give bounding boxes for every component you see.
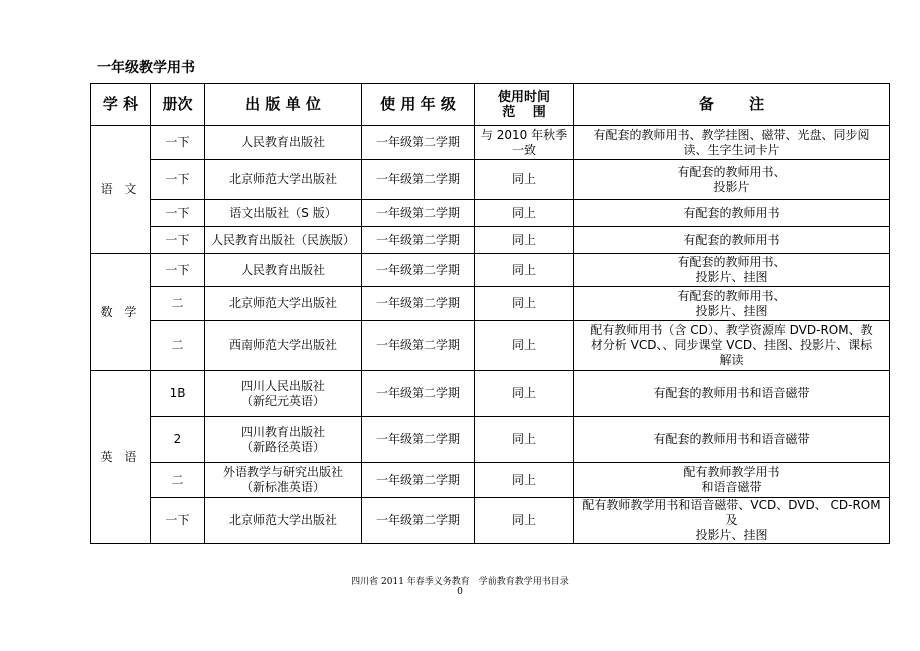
range-line: 同上 [511, 472, 536, 487]
notes-cell [574, 321, 890, 371]
range-line: 同上 [511, 205, 536, 220]
range-line: 同上 [511, 338, 536, 352]
publisher-line: 四川人民出版社 [240, 378, 325, 393]
notes-line: 材分析 VCD、、同步课堂 VCD、挂图、投影片、课标 [590, 338, 873, 352]
range-cell [475, 498, 574, 544]
volume-cell: 一下 [151, 126, 205, 160]
table-row [91, 417, 890, 463]
grade-cell: 一年级第二学期 [362, 287, 475, 321]
table-row [91, 287, 890, 321]
range-line: 同上 [511, 262, 536, 277]
grade-cell: 一年级第二学期 [362, 254, 475, 287]
notes-cell [574, 160, 890, 200]
publisher-line: 四川教育出版社 [240, 424, 325, 439]
publisher-line: 北京师范大学出版社 [228, 513, 337, 527]
publisher-line: （新标准英语） [240, 480, 325, 494]
publisher-cell [205, 160, 362, 200]
range-line: 同上 [511, 432, 536, 446]
publisher-line: 人民教育出版社（民族版） [210, 232, 355, 247]
grade-cell: 一年级第二学期 [362, 371, 475, 417]
header-time-range-line2: 范 围 [502, 104, 546, 120]
publisher-line: （新纪元英语） [240, 393, 325, 408]
grade-cell: 一年级第二学期 [362, 160, 475, 200]
publisher-cell [205, 126, 362, 160]
notes-line: 配有教师教学用书和语音磁带、VCD、DVD、 CD-ROM 及 [582, 498, 881, 527]
header-grade: 使 用 年 级 [362, 84, 475, 126]
header-volume: 册次 [151, 84, 205, 126]
publisher-cell [205, 200, 362, 227]
table-row [91, 126, 890, 160]
notes-line: 投影片 [713, 179, 750, 194]
range-cell [475, 321, 574, 371]
range-line: 同上 [511, 172, 536, 186]
notes-line: 有配套的教师用书 [683, 232, 780, 247]
page-number: 0 [457, 587, 463, 597]
notes-line: 有配套的教师用书和语音磁带 [653, 432, 810, 446]
range-cell [475, 160, 574, 200]
range-cell [475, 463, 574, 498]
publisher-cell [205, 254, 362, 287]
range-line: 同上 [511, 386, 536, 400]
notes-line: 有配套的教师用书、 [677, 164, 786, 179]
volume-cell: 一下 [151, 160, 205, 200]
volume-cell: 一下 [151, 254, 205, 287]
subject-cell: 数 学 [91, 254, 151, 371]
range-cell [475, 371, 574, 417]
notes-cell [574, 254, 890, 287]
notes-line: 配有教师用书（含 CD）、教学资源库 DVD-ROM、教 [590, 323, 873, 337]
header-publisher: 出 版 单 位 [205, 84, 362, 126]
range-cell [475, 287, 574, 321]
grade-cell: 一年级第二学期 [362, 321, 475, 371]
grade-cell: 一年级第二学期 [362, 498, 475, 544]
publisher-cell [205, 463, 362, 498]
publisher-cell [205, 417, 362, 463]
notes-line: 有配套的教师用书、 [677, 288, 786, 303]
notes-line: 配有教师教学用书 [683, 465, 780, 479]
header-notes: 备 注 [574, 84, 890, 126]
notes-cell [574, 200, 890, 227]
header-subject: 学 科 [91, 84, 151, 126]
notes-cell [574, 287, 890, 321]
publisher-cell [205, 371, 362, 417]
header-time-range [475, 84, 574, 126]
notes-cell [574, 463, 890, 498]
publisher-cell [205, 321, 362, 371]
notes-cell [574, 498, 890, 544]
notes-line: 有配套的教师用书 [683, 205, 780, 220]
publisher-line: 语文出版社（S 版） [229, 205, 337, 220]
volume-cell: 一下 [151, 227, 205, 254]
range-line: 同上 [511, 232, 536, 247]
volume-cell: 一下 [151, 200, 205, 227]
publisher-line: （新路径英语） [240, 439, 325, 454]
textbook-table [90, 83, 890, 544]
volume-cell: 2 [151, 417, 205, 463]
publisher-cell [205, 498, 362, 544]
range-cell [475, 417, 574, 463]
grade-cell: 一年级第二学期 [362, 417, 475, 463]
notes-line: 有配套的教师用书、 [677, 255, 786, 269]
range-line: 一致 [511, 142, 536, 157]
table-row [91, 254, 890, 287]
volume-cell: 1B [151, 371, 205, 417]
volume-cell: 一下 [151, 498, 205, 544]
header-time-range-line1: 使用时间 [497, 89, 550, 105]
page-footer: 四川省 2011 年春季义务教育 学前教育教学用书目录 [351, 577, 569, 587]
notes-line: 有配套的教师用书、教学挂图、磁带、光盘、同步阅 [593, 127, 870, 142]
range-line: 同上 [511, 513, 536, 527]
grade-cell: 一年级第二学期 [362, 126, 475, 160]
notes-cell [574, 126, 890, 160]
table-row [91, 200, 890, 227]
grade-cell: 一年级第二学期 [362, 227, 475, 254]
subject-cell: 语 文 [91, 126, 151, 254]
table-row [91, 321, 890, 371]
publisher-line: 北京师范大学出版社 [228, 296, 337, 310]
range-line: 与 2010 年秋季 [480, 127, 568, 142]
notes-line: 投影片、挂图 [695, 528, 768, 542]
subject-cell: 英 语 [91, 371, 151, 544]
publisher-line: 北京师范大学出版社 [228, 172, 337, 186]
volume-cell: 二 [151, 321, 205, 371]
publisher-cell [205, 227, 362, 254]
publisher-line: 人民教育出版社 [240, 135, 325, 149]
table-row [91, 498, 890, 544]
range-cell [475, 254, 574, 287]
grade-cell: 一年级第二学期 [362, 463, 475, 498]
notes-line: 和语音磁带 [701, 480, 762, 494]
table-row [91, 227, 890, 254]
range-cell [475, 200, 574, 227]
notes-line: 投影片、挂图 [695, 303, 768, 318]
range-cell [475, 126, 574, 160]
volume-cell: 二 [151, 463, 205, 498]
volume-cell: 二 [151, 287, 205, 321]
notes-cell [574, 417, 890, 463]
header-row [91, 84, 890, 126]
publisher-cell [205, 287, 362, 321]
notes-line: 解读 [719, 353, 744, 367]
range-cell [475, 227, 574, 254]
notes-cell [574, 371, 890, 417]
table-row [91, 371, 890, 417]
publisher-line: 外语教学与研究出版社 [222, 465, 343, 479]
grade-cell: 一年级第二学期 [362, 200, 475, 227]
notes-line: 投影片、挂图 [695, 270, 768, 284]
page-title: 一年级教学用书 [97, 60, 195, 76]
table-row [91, 463, 890, 498]
range-line: 同上 [511, 296, 536, 310]
notes-cell [574, 227, 890, 254]
notes-line: 读、生字生词卡片 [683, 142, 780, 157]
publisher-line: 西南师范大学出版社 [228, 338, 337, 352]
notes-line: 有配套的教师用书和语音磁带 [653, 386, 810, 400]
table-row [91, 160, 890, 200]
publisher-line: 人民教育出版社 [240, 262, 325, 277]
